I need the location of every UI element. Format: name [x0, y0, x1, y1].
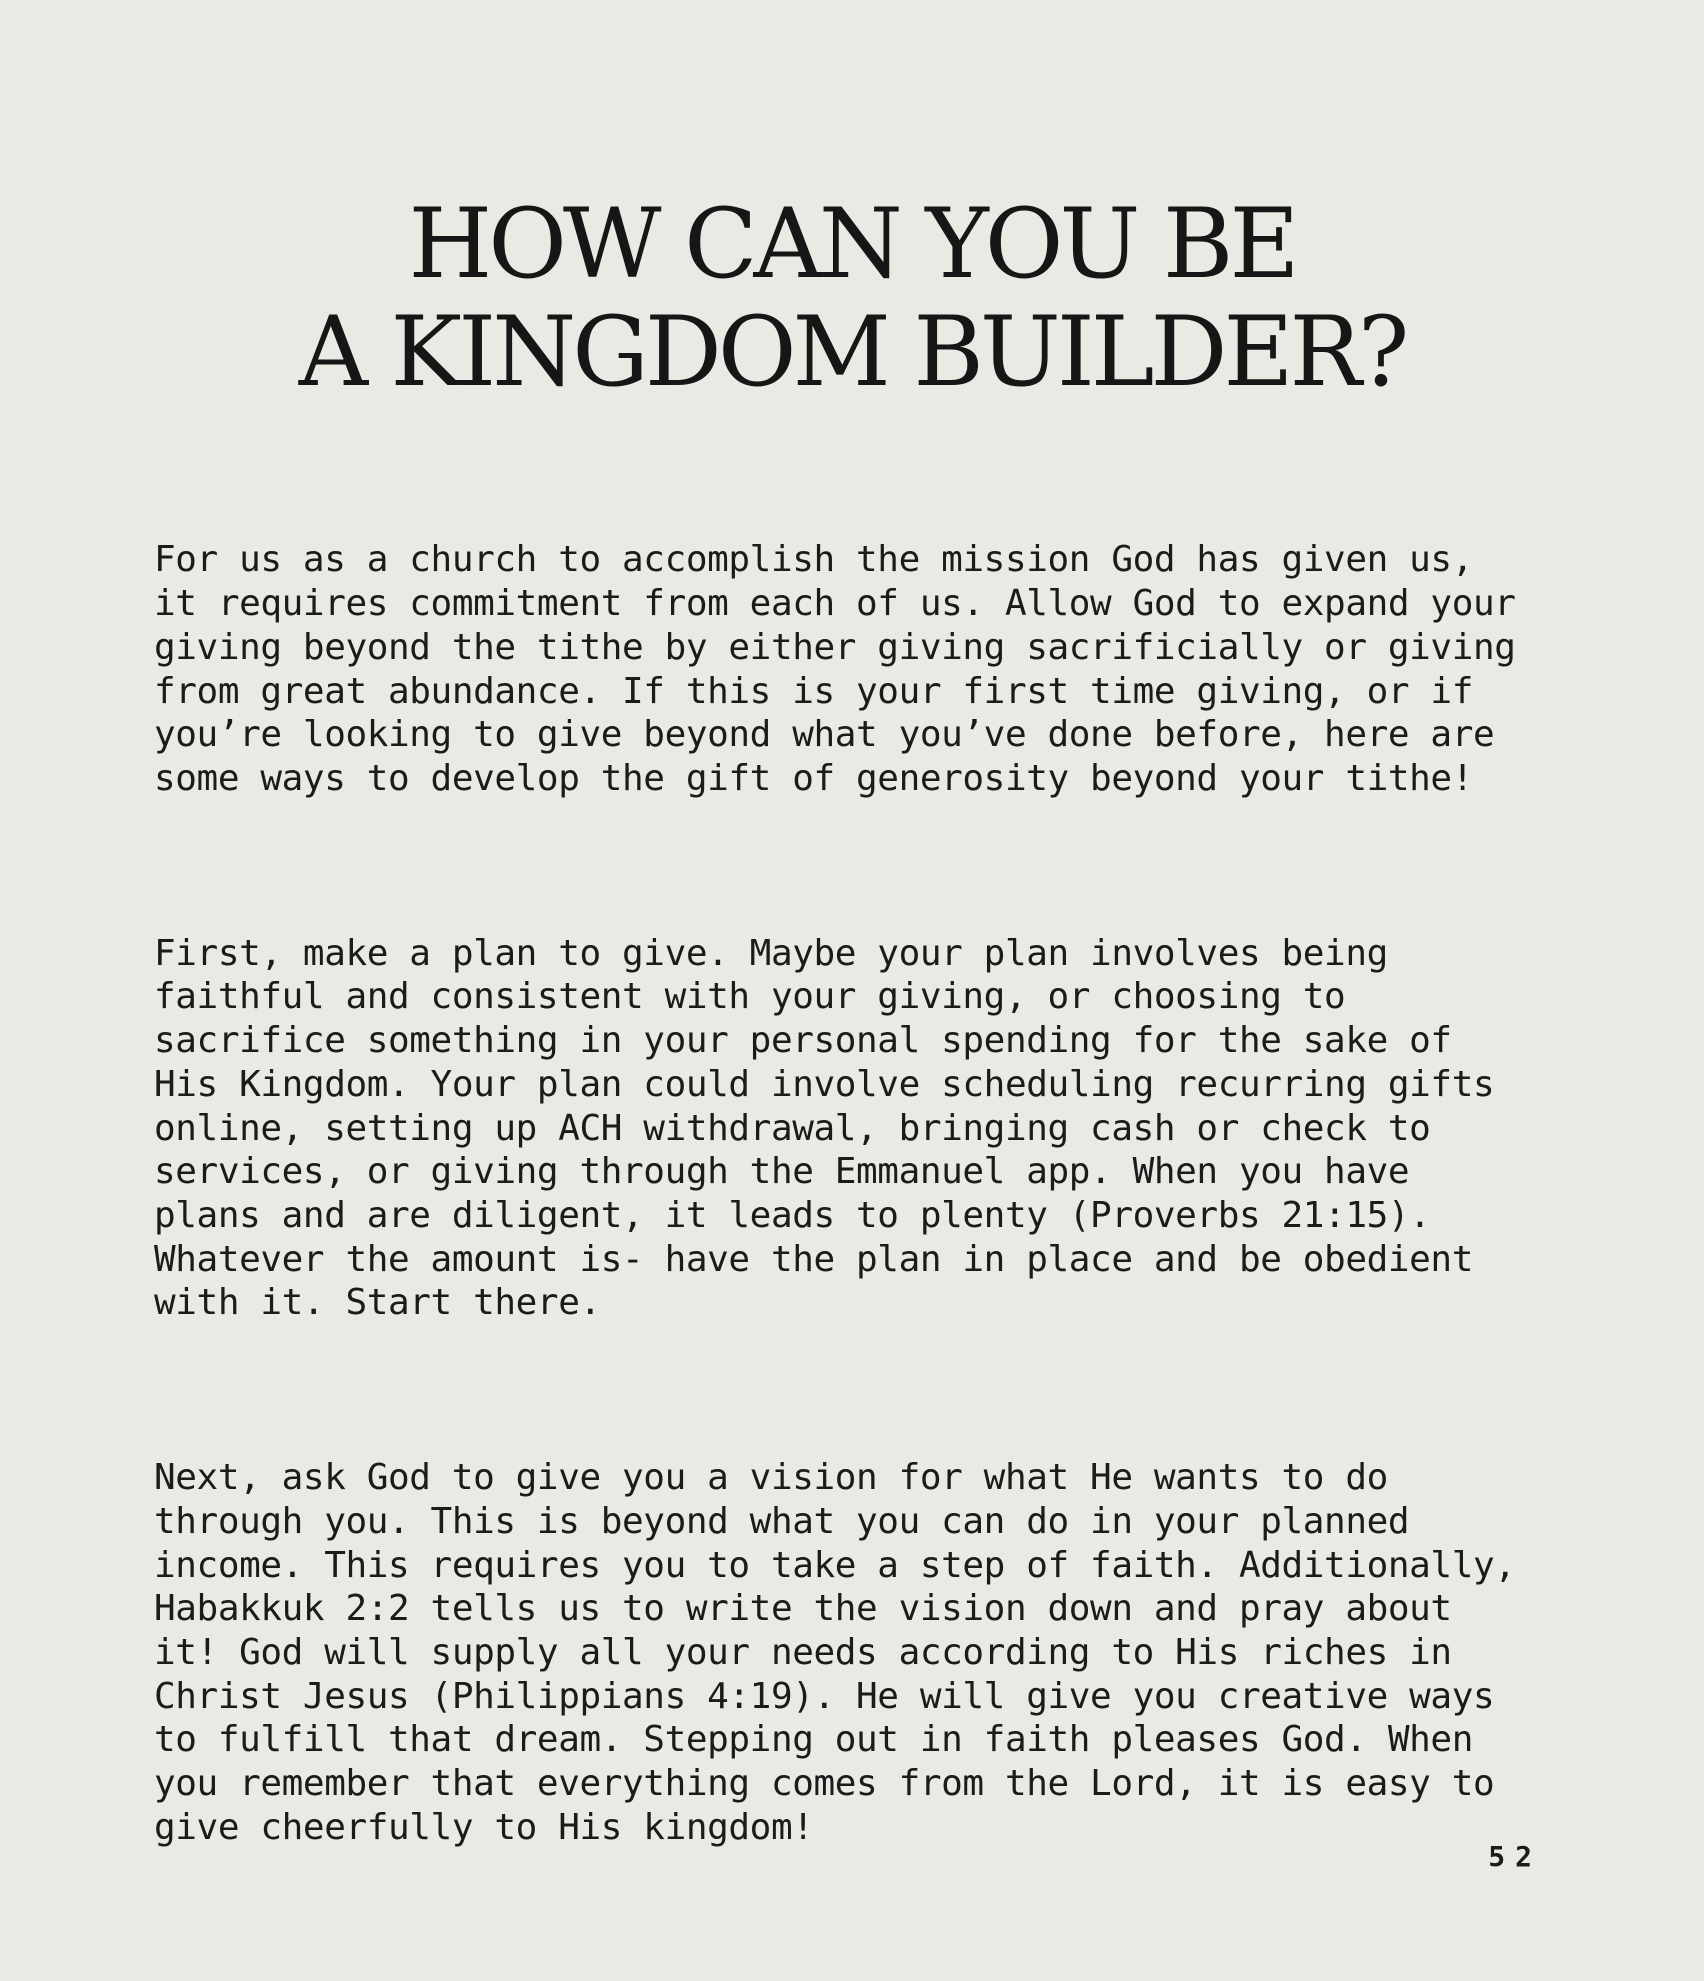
page-title-line-1: HOW CAN YOU BE	[408, 188, 1296, 300]
paragraph-plan: First, make a plan to give. Maybe your plan involves being faithful and consistent with your giving, or choosing to sacrifice something in your personal spending for the sake of His Kingdom. Your plan could involve scheduling recurring gifts online, setting up ACH withdrawal, bringing cash or check to services, or giving through the Emmanuel app. When you have plans and are diligent, it leads to plenty (Proverbs 21:15). Whatever the amount is- have the plan in place and be obedient with it. Start there.	[154, 932, 1495, 1324]
page-title-line-2: A KINGDOM BUILDER?	[298, 296, 1406, 408]
page-title	[0, 190, 1704, 406]
page-number: 52	[1488, 1840, 1542, 1873]
paragraph-vision: Next, ask God to give you a vision for what He wants to do through you. This is beyond what you can do in your planned income. This requires you to take a step of faith. Additionally, Habakkuk 2:2 tells us to write the vision down and pray about it! God will supply all your needs according to His riches in Christ Jesus (Philippians 4:19). He will give you creative ways to fulfill that dream. Stepping out in faith pleases God. When you remember that everything comes from the Lord, it is easy to give cheerfully to His kingdom!	[154, 1457, 1516, 1848]
paragraph-intro: For us as a church to accomplish the mission God has given us, it requires commitment from each of us. Allow God to expand your giving beyond the tithe by either giving sacrificially or giving from great abundance. If this is your first time giving, or if you’re looking to give beyond what you’ve done before, here are some ways to develop the gift of generosity beyond your tithe!	[154, 539, 1516, 799]
body-text	[154, 451, 1574, 1981]
